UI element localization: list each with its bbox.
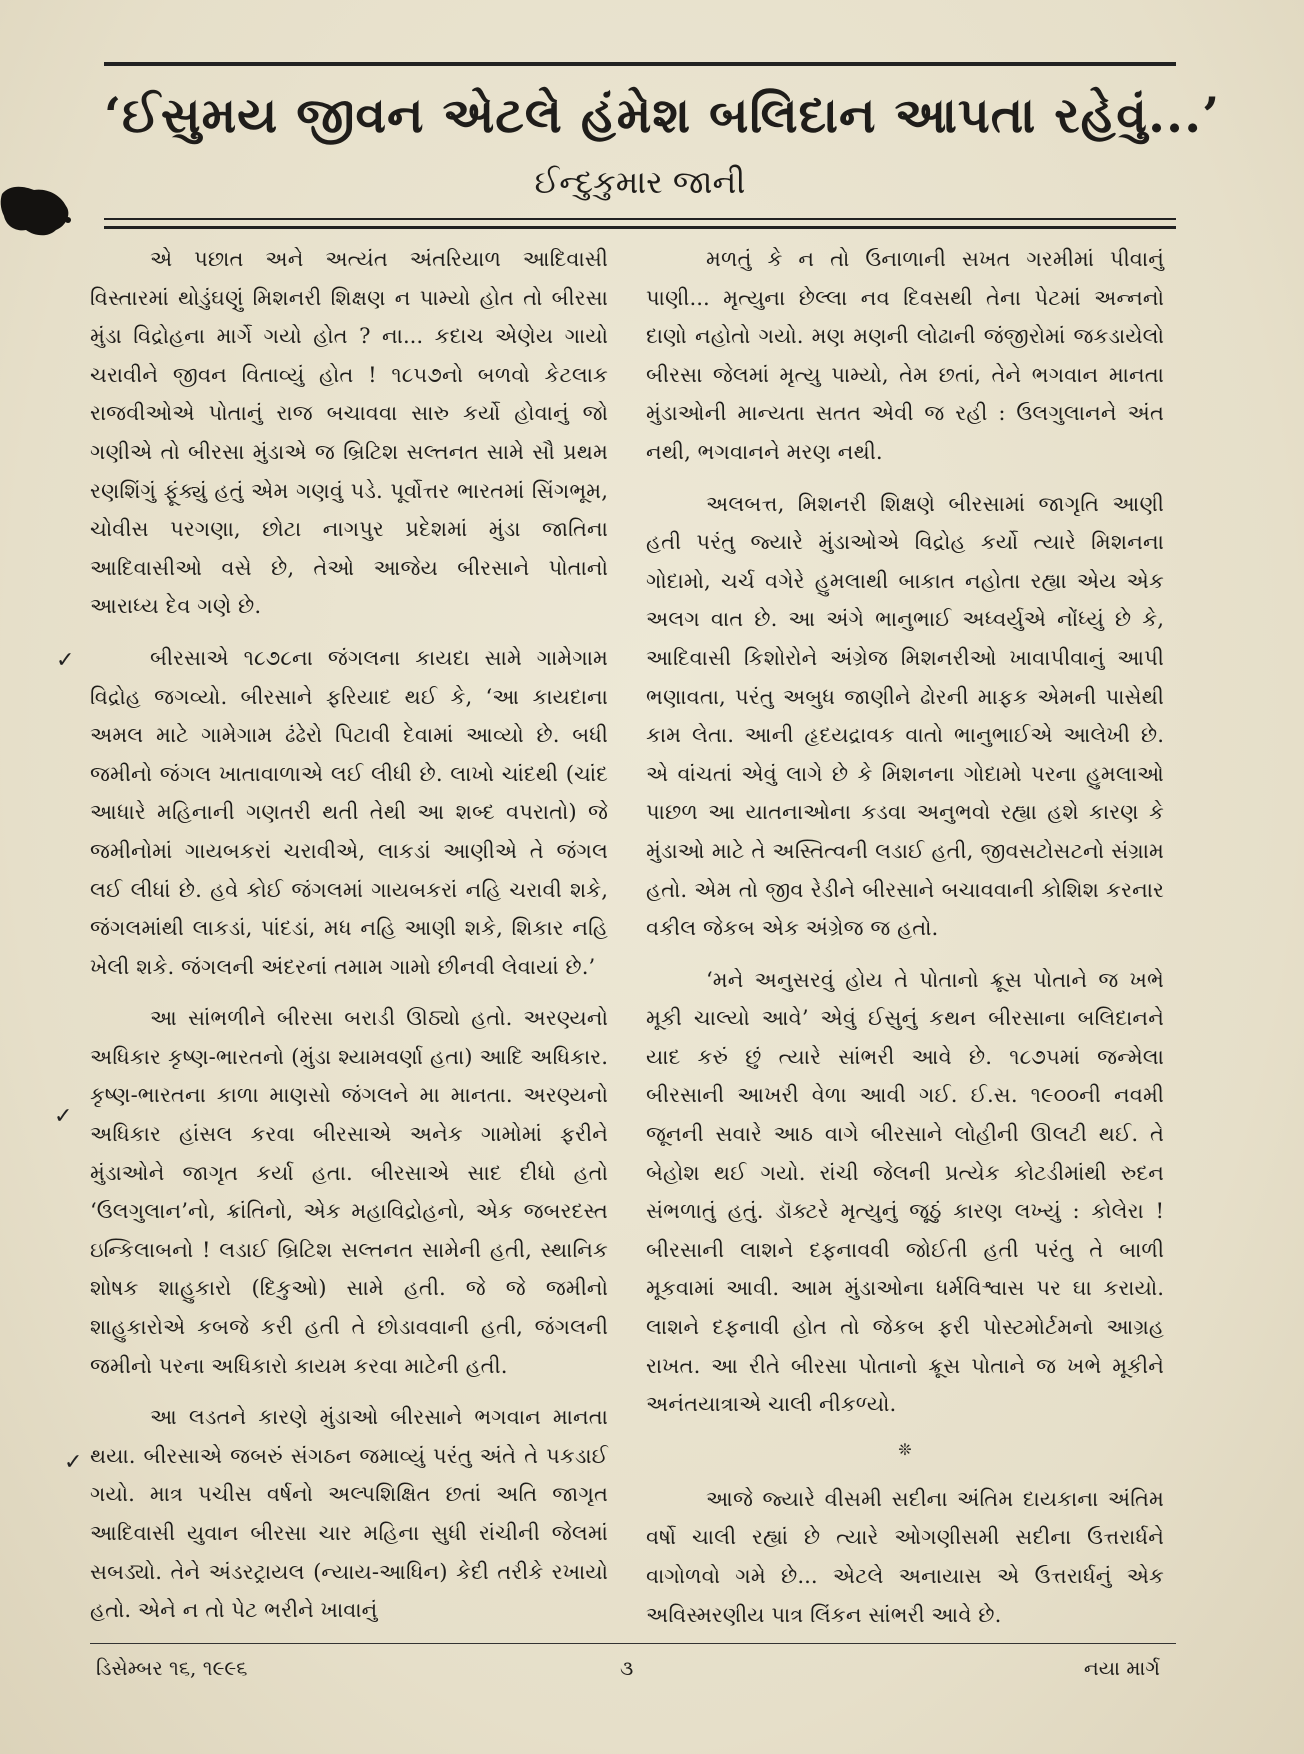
margin-pencil-mark: ✓ bbox=[56, 648, 75, 673]
paragraph: એ પછાત અને અત્યંત અંતરિયાળ આદિવાસી વિસ્તારમાં થોડુંઘણું મિશનરી શિક્ષણ ન પામ્યો હોત તો બીરસા મુંડા વિદ્રોહના માર્ગે ગયો હોત ? ના... કદાચ એણેય ગાયો ચરાવીને જીવન વિતાવ્યું હોત ! ૧૮૫૭નો બળવો કેટલાક રાજવીઓએ પોતાનું રાજ બચાવવા સારુ કર્યો હોવાનું જો ગણીએ તો બીરસા મુંડાએ જ બ્રિટિશ સલ્તનત સામે સૌ પ્રથમ રણશિંગું ફૂંક્યું હતું એમ ગણવું પડે. પૂર્વોત્તર ભારતમાં સિંગભૂમ, ચોવીસ પરગણા, છોટા નાગપુર પ્રદેશમાં મુંડા જાતિના આદિવાસીઓ વસે છે, તેઓ આજેય બીરસાને પોતાનો આરાધ્ય દેવ ગણે છે. bbox=[90, 246, 608, 619]
paragraph: આ સાંભળીને બીરસા બરાડી ઊઠ્યો હતો. અરણ્યનો અધિકાર કૃષ્ણ-ભારતનો (મુંડા શ્યામવર્ણા હતા) આદિ અધિકાર. કૃષ્ણ-ભારતના કાળા માણસો જંગલને મા માનતા. અરણ્યનો અધિકાર હાંસલ કરવા બીરસાએ અનેક ગામોમાં ફરીને મુંડાઓને જાગૃત કર્યા હતા. બીરસાએ સાદ દીધો હતો ‘ઉલગુલાન’નો, ક્રાંતિનો, એક મહાવિદ્રોહનો, એક જબરદસ્ત ઇન્કિલાબનો ! લડાઈ બ્રિટિશ સલ્તનત સામેની હતી, સ્થાનિક શોષક શાહુકારો (દિકુઓ) સામે હતી. જે જે જમીનો શાહુકારોએ કબજે કરી હતી તે છોડાવવાની હતી, જંગલની જમીનો પરના અધિકારો કાયમ કરવા માટેની હતી. bbox=[90, 1005, 608, 1378]
ink-stain-mark bbox=[0, 180, 74, 240]
paragraph: આજે જ્યારે વીસમી સદીના અંતિમ દાયકાના અંતિમ વર્ષો ચાલી રહ્યાં છે ત્યારે ઓગણીસમી સદીના ઉત્તરાર્ધને વાગોળવો ગમે છે... એટલે અનાયાસ એ ઉત્તરાર્ધનું એક અવિસ્મરણીય પાત્ર લિંકન સાંભરી આવે છે. bbox=[646, 1485, 1164, 1627]
paragraph: ‘મને અનુસરવું હોય તે પોતાનો ક્રૂસ પોતાને જ ખભે મૂકી ચાલ્યો આવે’ એવું ઈસુનું કથન બીરસાના બલિદાનને યાદ કરું છું ત્યારે સાંભરી આવે છે. ૧૮૭૫માં જન્મેલા બીરસાની આખરી વેળા આવી ગઈ. ઈ.સ. ૧૯૦૦ની નવમી જૂનની સવારે આઠ વાગે બીરસાને લોહીની ઊલટી થઈ. તે બેહોશ થઈ ગયો. રાંચી જેલની પ્રત્યેક કોટડીમાંથી રુદન સંભળાતું હતું. ડૉક્ટરે મૃત્યુનું જૂઠું કારણ લખ્યું : કોલેરા ! બીરસાની લાશને દફનાવવી જોઈતી હતી પરંતુ તે બાળી મૂકવામાં આવી. આમ મુંડાઓના ધર્મવિશ્વાસ પર ઘા કરાયો. લાશને દફનાવી હોત તો જેકબ ફરી પોસ્ટમોર્ટમનો આગ્રહ રાખત. આ રીતે બીરસા પોતાનો ક્રૂસ પોતાને જ ખભે મૂકીને અનંતયાત્રાએ ચાલી નીકળ્યો. bbox=[646, 966, 1164, 1417]
article-title: ‘ઈસુમય જીવન એટલે હંમેશ બલિદાન આપતા રહેવું...’ bbox=[104, 86, 1221, 144]
header-top-rule bbox=[104, 62, 1176, 66]
margin-pencil-mark: ✓ bbox=[64, 1450, 83, 1475]
header-double-rule bbox=[104, 218, 1176, 229]
paragraph: મળતું કે ન તો ઉનાળાની સખત ગરમીમાં પીવાનું પાણી... મૃત્યુના છેલ્લા નવ દિવસથી તેના પેટમાં અન્નનો દાણો નહોતો ગયો. મણ મણની લોઢાની જંજીરોમાં જકડાયેલો બીરસા જેલમાં મૃત્યુ પામ્યો, તેમ છતાં, તેને ભગવાન માનતા મુંડાઓની માન્યતા સતત એવી જ રહી : ઉલગુલાનને અંત નથી, ભગવાનને મરણ નથી. bbox=[646, 246, 1164, 464]
section-separator: ❊ bbox=[898, 1439, 912, 1459]
page-number: ૩ bbox=[620, 1656, 634, 1680]
right-column bbox=[646, 240, 1164, 1647]
paragraph: આ લડતને કારણે મુંડાઓ બીરસાને ભગવાન માનતા થયા. બીરસાએ જબરું સંગઠન જમાવ્યું પરંતુ અંતે તે પકડાઈ ગયો. માત્ર પચીસ વર્ષનો અલ્પશિક્ષિત છતાં અતિ જાગૃત આદિવાસી યુવાન બીરસા ચાર મહિના સુધી રાંચીની જેલમાં સબડ્યો. તેને અંડરટ્રાયલ (ન્યાય-આધિન) કેદી તરીકે રખાયો હતો. એને ન તો પેટ ભરીને ખાવાનું bbox=[90, 1404, 608, 1623]
footer-rule bbox=[90, 1643, 1176, 1644]
footer-date: ડિસેમ્બર ૧૬, ૧૯૯૬ bbox=[96, 1656, 248, 1680]
article-author: ઈન્દુકુમાર જાની bbox=[534, 163, 746, 201]
paragraph: અલબત્ત, મિશનરી શિક્ષણે બીરસામાં જાગૃતિ આણી હતી પરંતુ જ્યારે મુંડાઓએ વિદ્રોહ કર્યો ત્યારે મિશનના ગોદામો, ચર્ચ વગેરે હુમલાથી બાકાત નહોતા રહ્યા એય એક અલગ વાત છે. આ અંગે ભાનુભાઈ અધ્વર્યુએ નોંધ્યું છે કે, આદિવાસી કિશોરોને અંગ્રેજ મિશનરીઓ ખાવાપીવાનું આપી ભણાવતા, પરંતુ અબુધ જાણીને ઢોરની માફક એમની પાસેથી કામ લેતા. આની હૃદયદ્રાવક વાતો ભાનુભાઈએ આલેખી છે. એ વાંચતાં એવું લાગે છે કે મિશનના ગોદામો પરના હુમલાઓ પાછળ આ યાતનાઓના કડવા અનુભવો રહ્યા હશે કારણ કે મુંડાઓ માટે તે અસ્તિત્વની લડાઈ હતી, જીવસટોસટનો સંગ્રામ હતો. એમ તો જીવ રેડીને બીરસાને બચાવવાની કોશિશ કરનાર વકીલ જેકબ એક અંગ્રેજ જ હતો. bbox=[646, 490, 1164, 941]
margin-pencil-mark: ✓ bbox=[54, 1104, 73, 1129]
left-column bbox=[90, 240, 608, 1643]
paragraph: બીરસાએ ૧૮૭૮ના જંગલના કાયદા સામે ગામેગામ વિદ્રોહ જગવ્યો. બીરસાને ફરિયાદ થઈ કે, ‘આ કાયદાના અમલ માટે ગામેગામ ઢંઢેરો પિટાવી દેવામાં આવ્યો છે. બધી જમીનો જંગલ ખાતાવાળાએ લઈ લીધી છે. લાખો ચાંદથી (ચાંદ આધારે મહિનાની ગણતરી થતી તેથી આ શબ્દ વપરાતો) જે જમીનોમાં ગાયબકરાં ચરાવીએ, લાકડાં આણીએ તે જંગલ લઈ લીધાં છે. હવે કોઈ જંગલમાં ગાયબકરાં નહિ ચરાવી શકે, જંગલમાંથી લાકડાં, પાંદડાં, મધ નહિ આણી શકે, શિકાર નહિ ખેલી શકે. જંગલની અંદરનાં તમામ ગામો છીનવી લેવાયાં છે.’ bbox=[90, 644, 608, 979]
publication-name: નયા માર્ગ bbox=[1083, 1656, 1160, 1680]
